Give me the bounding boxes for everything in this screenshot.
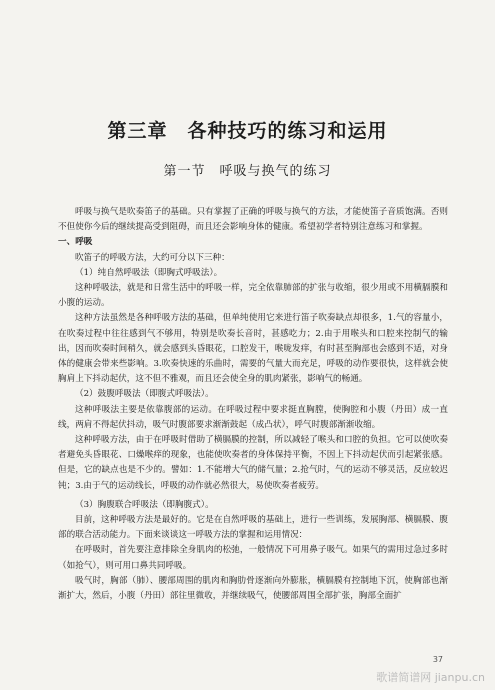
paragraph: 吸气时，胸部（肺）、腰部周围的肌肉和胸肋骨逐渐向外膨胀，横膈膜有控制地下沉，使胸部也渐渐扩大，然后，小腹（丹田）部往里微收，并继续吸气，使腰部周围全部扩张，胸部全面扩 — [58, 575, 448, 602]
paragraph: 这种呼吸法主要是依靠腹部的运动。在呼吸过程中要求挺直胸膛，使胸腔和小腹（丹田）成一直线，两肩不得起伏抖动，吸气时腹部要求渐渐鼓起（成凸状），呼气时腹部渐渐收缩。 — [58, 404, 448, 430]
paragraph: 吹笛子的呼吸方法，大约可分以下三种： — [75, 252, 230, 263]
section-title: 第一节 呼吸与换气的练习 — [163, 164, 332, 179]
paragraph: 这种呼吸方法，由于在呼吸时借助了横膈膜的控制，所以减轻了喉头和口腔的负担。它可以使吹奏者避免头昏眼花、口燥喉痒的现象，也能使吹奏者的身体保持平衡，不因上下抖动起伏而引起紧张感。但是，它的缺点也是不少的。譬如：1.不能增大气的储气量；2.抢气时，气的运动不够灵活，反应较迟钝；3.由于气的运动线长，呼吸的动作就必然很大，易使吹奏者疲劳。 — [58, 435, 448, 491]
intro-paragraph: 呼吸与换气是吹奏笛子的基础。只有掌握了正确的呼吸与换气的方法，才能使笛子音质饱满。否则不但使你今后的继续提高受到阻碍，而且还会影响身体的健康。希望初学者特别注意练习和掌握。 — [58, 207, 448, 233]
paragraph: 这种方法虽然是各种呼吸方法的基础，但单纯使用它来进行笛子吹奏缺点却很多，1.气的容量小，在吹奏过程中往往感到气不够用，特别是吹奏长音时，甚感吃力；2.由于用喉头和口腔来控制气的输出，因而吹奏时间稍久，就会感到头昏眼花，口腔发干，喉咙发痒，有时甚至胸部也会感到不适，对身体的健康会带来些影响。3.吹奏快速的乐曲时，需要的气量大而充足，呼吸的动作要很快，这样就会使胸肩上下抖动起伏，这不但不雅观，而且还会使全身的肌肉紧张，影响气的畅通。 — [58, 313, 448, 385]
body-text — [58, 205, 448, 604]
watermark: 歌谱简谱网 jianpu.cn — [376, 671, 485, 684]
chapter-title: 第三章 各种技巧的练习和运用 — [107, 120, 388, 142]
page-number: 37 — [432, 655, 443, 664]
paragraph: 目前，这种呼吸方法是最好的。它是在自然呼吸的基础上，进行一些训练，发展胸部、横膈膜、腹部的联合活动能力。下面来谈谈这一呼吸方法的掌握和运用情况： — [58, 515, 448, 541]
heading-breathing: 一、呼吸 — [58, 237, 93, 248]
item-2-title: （2）鼓腹呼吸法（即腹式呼吸法）。 — [75, 389, 214, 400]
paragraph: 在呼吸时，首先要注意排除全身肌肉的松弛，一般情况下可用鼻子吸气。如果气的需用过急过多时（如抢气），则可用口鼻共同呼吸。 — [58, 545, 448, 571]
item-3-title: （3）胸腹联合呼吸法（即胸腹式）。 — [75, 499, 214, 510]
paragraph: 这种呼吸法，就是和日常生活中的呼吸一样，完全依靠肺部的扩张与收缩，很少用或不用横膈膜和小腹的运动。 — [58, 283, 448, 309]
item-1-title: （1）纯自然呼吸法（即胸式呼吸法）。 — [75, 267, 223, 278]
